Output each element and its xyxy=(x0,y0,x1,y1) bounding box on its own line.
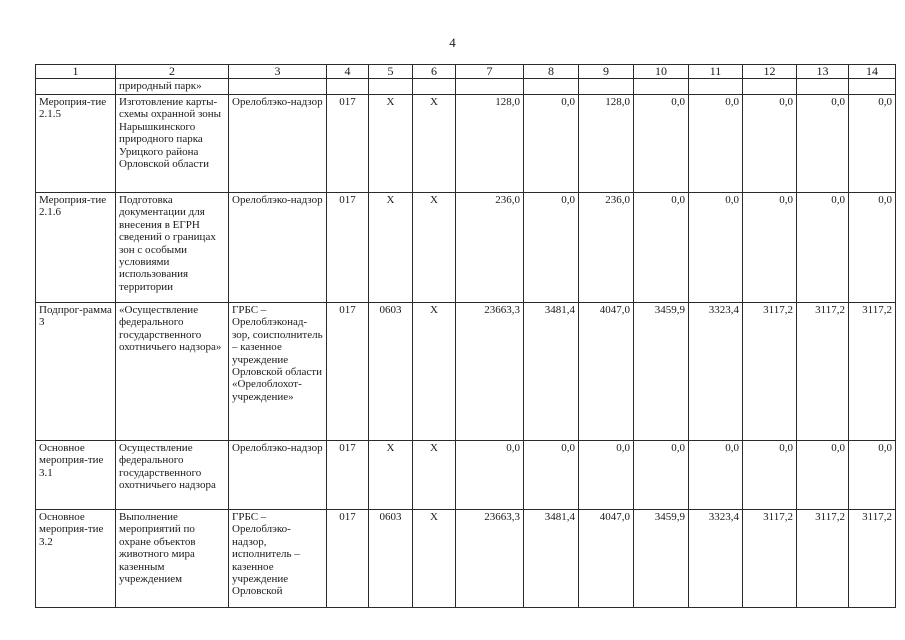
cell-c8: 0,0 xyxy=(524,193,579,303)
col-header-5: 5 xyxy=(369,65,413,79)
cell-c7: 236,0 xyxy=(456,193,524,303)
cell-c14: 0,0 xyxy=(849,193,896,303)
cell-c5: Х xyxy=(369,95,413,193)
cell-c12: 0,0 xyxy=(743,95,797,193)
table-cell xyxy=(229,79,327,95)
row-executor: ГРБС – Орелоблэконад-зор, соисполнитель – казенное учреждение Орловской области «Орелоблохот-учреждение» xyxy=(229,303,327,441)
table-cell xyxy=(849,79,896,95)
cell-c13: 0,0 xyxy=(797,193,849,303)
cell-c12: 0,0 xyxy=(743,193,797,303)
row-name: Подготовка документации для внесения в ЕГРН сведений о границах зон с особыми условиями использования территории xyxy=(116,193,229,303)
cell-c9: 128,0 xyxy=(579,95,634,193)
row-name: Осуществление федерального государственного охотничьего надзора xyxy=(116,441,229,510)
cell-c5: 0603 xyxy=(369,303,413,441)
cell-c7: 23663,3 xyxy=(456,510,524,608)
table-cell xyxy=(36,79,116,95)
row-executor: ГРБС – Орелоблэко-надзор, исполнитель – казенное учреждение Орловской xyxy=(229,510,327,608)
cell-c6: Х xyxy=(413,95,456,193)
cell-c12: 0,0 xyxy=(743,441,797,510)
cell-c4: 017 xyxy=(327,95,369,193)
cell-c12: 3117,2 xyxy=(743,510,797,608)
table-row xyxy=(36,441,896,510)
program-table xyxy=(35,64,896,608)
table-cell xyxy=(413,79,456,95)
header-row xyxy=(36,65,896,79)
cell-c5: 0603 xyxy=(369,510,413,608)
cell-c9: 0,0 xyxy=(579,441,634,510)
cell-c8: 0,0 xyxy=(524,441,579,510)
cell-c6: Х xyxy=(413,303,456,441)
table-row xyxy=(36,95,896,193)
cell-c11: 3323,4 xyxy=(689,303,743,441)
cell-c4: 017 xyxy=(327,303,369,441)
cell-c10: 3459,9 xyxy=(634,303,689,441)
cell-c4: 017 xyxy=(327,193,369,303)
col-header-10: 10 xyxy=(634,65,689,79)
cell-c14: 0,0 xyxy=(849,95,896,193)
row-executor: Орелоблэко-надзор xyxy=(229,95,327,193)
cell-c12: 3117,2 xyxy=(743,303,797,441)
row-id: Основное мероприя-тие 3.2 xyxy=(36,510,116,608)
table-row xyxy=(36,193,896,303)
cell-c7: 23663,3 xyxy=(456,303,524,441)
table-cell xyxy=(689,79,743,95)
cell-c11: 0,0 xyxy=(689,95,743,193)
cell-c7: 0,0 xyxy=(456,441,524,510)
cell-c13: 0,0 xyxy=(797,441,849,510)
col-header-11: 11 xyxy=(689,65,743,79)
col-header-8: 8 xyxy=(524,65,579,79)
cell-c8: 3481,4 xyxy=(524,510,579,608)
cell-c6: Х xyxy=(413,441,456,510)
row-id: Подпрог-рамма 3 xyxy=(36,303,116,441)
table-cell xyxy=(369,79,413,95)
cell-c10: 0,0 xyxy=(634,441,689,510)
table-cell xyxy=(743,79,797,95)
cell-c5: Х xyxy=(369,441,413,510)
cell-c9: 4047,0 xyxy=(579,510,634,608)
table-cell xyxy=(634,79,689,95)
cell-c14: 3117,2 xyxy=(849,303,896,441)
cell-c4: 017 xyxy=(327,441,369,510)
row-name: Изготовление карты-схемы охранной зоны Нарышкинского природного парка Урицкого района Орловской области xyxy=(116,95,229,193)
row-id: Мероприя-тие 2.1.5 xyxy=(36,95,116,193)
col-header-3: 3 xyxy=(229,65,327,79)
cell-c8: 3481,4 xyxy=(524,303,579,441)
col-header-4: 4 xyxy=(327,65,369,79)
table-cell xyxy=(797,79,849,95)
col-header-12: 12 xyxy=(743,65,797,79)
cell-c13: 0,0 xyxy=(797,95,849,193)
cell-c5: Х xyxy=(369,193,413,303)
cell-c11: 3323,4 xyxy=(689,510,743,608)
col-header-13: 13 xyxy=(797,65,849,79)
col-header-14: 14 xyxy=(849,65,896,79)
col-header-1: 1 xyxy=(36,65,116,79)
cell-c6: Х xyxy=(413,193,456,303)
table-cell xyxy=(579,79,634,95)
table-cell xyxy=(456,79,524,95)
cell-c7: 128,0 xyxy=(456,95,524,193)
row-id: Мероприя-тие 2.1.6 xyxy=(36,193,116,303)
table-row xyxy=(36,303,896,441)
row-name: «Осуществление федерального государственного охотничьего надзора» xyxy=(116,303,229,441)
cell-c14: 0,0 xyxy=(849,441,896,510)
col-header-6: 6 xyxy=(413,65,456,79)
row-executor: Орелоблэко-надзор xyxy=(229,441,327,510)
cell-c10: 0,0 xyxy=(634,95,689,193)
table-row xyxy=(36,510,896,608)
cell-c8: 0,0 xyxy=(524,95,579,193)
cell-c11: 0,0 xyxy=(689,441,743,510)
cell-c13: 3117,2 xyxy=(797,303,849,441)
col-header-2: 2 xyxy=(116,65,229,79)
continuation-row xyxy=(36,79,896,95)
table-cell xyxy=(524,79,579,95)
row-id: Основное мероприя-тие 3.1 xyxy=(36,441,116,510)
col-header-9: 9 xyxy=(579,65,634,79)
col-header-7: 7 xyxy=(456,65,524,79)
table-cell xyxy=(327,79,369,95)
cell-c10: 3459,9 xyxy=(634,510,689,608)
continuation-name: природный парк» xyxy=(116,79,229,95)
cell-c10: 0,0 xyxy=(634,193,689,303)
cell-c9: 4047,0 xyxy=(579,303,634,441)
cell-c14: 3117,2 xyxy=(849,510,896,608)
cell-c11: 0,0 xyxy=(689,193,743,303)
row-name: Выполнение мероприятий по охране объектов животного мира казенным учреждением xyxy=(116,510,229,608)
cell-c6: Х xyxy=(413,510,456,608)
row-executor: Орелоблэко-надзор xyxy=(229,193,327,303)
cell-c4: 017 xyxy=(327,510,369,608)
cell-c9: 236,0 xyxy=(579,193,634,303)
cell-c13: 3117,2 xyxy=(797,510,849,608)
page-number: 4 xyxy=(449,35,456,50)
